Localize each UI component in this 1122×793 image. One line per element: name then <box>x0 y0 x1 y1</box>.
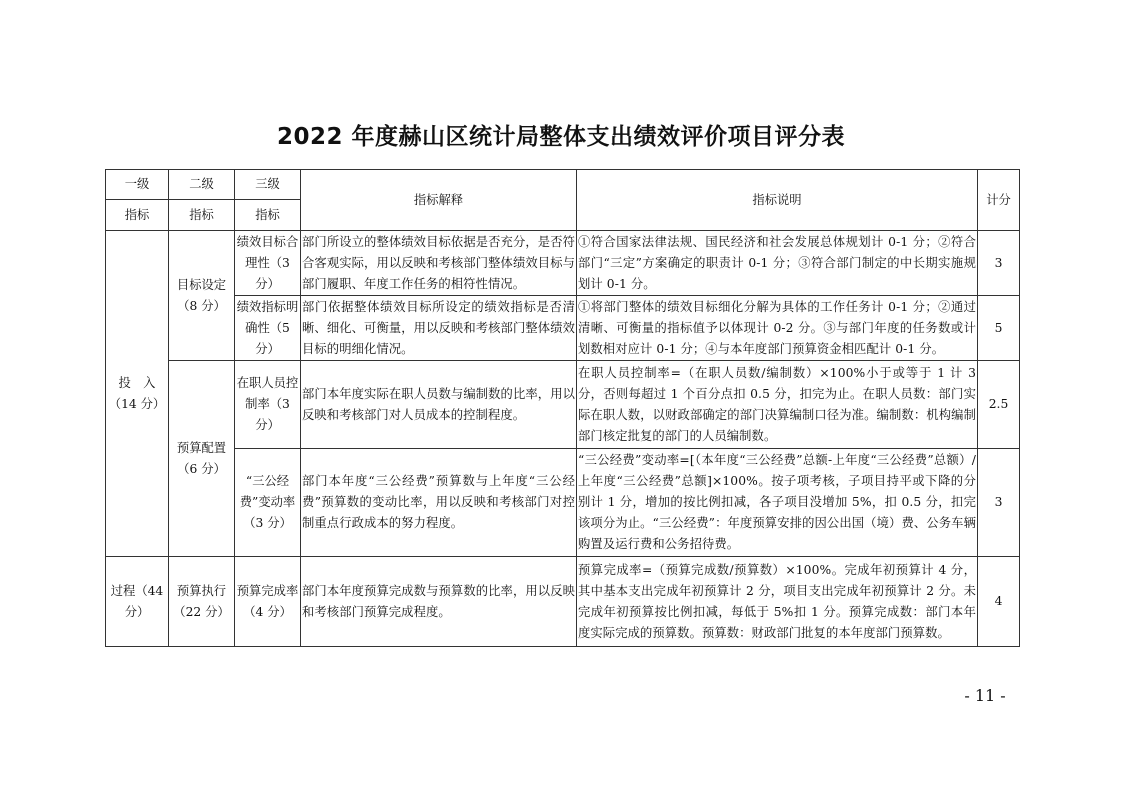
indicator-cell: 在职人员控制率（3 分） <box>235 361 301 449</box>
group-budget-execution: 预算执行（22 分） <box>169 557 235 647</box>
explanation-cell: 部门所设立的整体绩效目标依据是否充分，是否符合客观实际，用以反映和考核部门整体绩效目标与部门履职、年度工作任务的相符性情况。 <box>301 231 577 296</box>
description-cell: “三公经费”变动率=[（本年度“三公经费”总额-上年度“三公经费”总额）/上年度“三公经费”总额]×100%。按子项考核，子项目持平或下降的分别计 1 分，增加的按比例扣减，各子项目没增加 5%，扣 0.5 分，扣完该项分为止。“三公经费”：年度预算安排的因公出国（境）费、公务车辆购置及运行费和公务招待费。 <box>577 449 978 557</box>
table-row <box>106 361 1020 449</box>
table-row <box>106 449 1020 557</box>
header-description: 指标说明 <box>577 170 978 231</box>
description-cell: ①将部门整体的绩效目标细化分解为具体的工作任务计 0-1 分；②通过清晰、可衡量的指标值予以体现计 0-2 分。③与部门年度的任务数或计划数相对应计 0-1 分；④与本年度部门预算资金相匹配计 0-1 分。 <box>577 296 978 361</box>
header-score: 计分 <box>978 170 1020 231</box>
score-cell: 5 <box>978 296 1020 361</box>
table-row <box>106 557 1020 647</box>
indicator-cell: 预算完成率（4 分） <box>235 557 301 647</box>
header-level2-bottom: 指标 <box>169 200 235 231</box>
score-cell: 3 <box>978 449 1020 557</box>
page-number: - 11 - <box>964 686 1006 705</box>
page-title: 2022 年度赫山区统计局整体支出绩效评价项目评分表 <box>276 124 846 150</box>
header-level3-bottom: 指标 <box>235 200 301 231</box>
explanation-cell: 部门本年度实际在职人员数与编制数的比率，用以反映和考核部门对人员成本的控制程度。 <box>301 361 577 449</box>
description-cell: 在职人员控制率=（在职人员数/编制数）×100%小于或等于 1 计 3 分，否则每超过 1 个百分点扣 0.5 分，扣完为止。在职人员数：部门实际在职人数，以财政部确定的部门决算编制口径为准。编制数：机构编制部门核定批复的部门的人员编制数。 <box>577 361 978 449</box>
header-level2-top: 二级 <box>169 170 235 200</box>
score-cell: 4 <box>978 557 1020 647</box>
explanation-cell: 部门本年度“三公经费”预算数与上年度“三公经费”预算数的变动比率，用以反映和考核部门对控制重点行政成本的努力程度。 <box>301 449 577 557</box>
table-row <box>106 231 1020 296</box>
indicator-cell: 绩效指标明确性（5 分） <box>235 296 301 361</box>
indicator-cell: “三公经费”变动率（3 分） <box>235 449 301 557</box>
score-cell: 2.5 <box>978 361 1020 449</box>
indicator-cell: 绩效目标合理性（3 分） <box>235 231 301 296</box>
header-row <box>106 170 1020 200</box>
header-level3-top: 三级 <box>235 170 301 200</box>
explanation-cell: 部门本年度预算完成数与预算数的比率，用以反映和考核部门预算完成程度。 <box>301 557 577 647</box>
group-budget-allocation: 预算配置（6 分） <box>169 361 235 557</box>
header-level1-top: 一级 <box>106 170 169 200</box>
group-input: 投 入（14 分） <box>106 231 169 557</box>
table-row <box>106 296 1020 361</box>
score-cell: 3 <box>978 231 1020 296</box>
header-explanation: 指标解释 <box>301 170 577 231</box>
description-cell: ①符合国家法律法规、国民经济和社会发展总体规划计 0-1 分；②符合部门“三定”方案确定的职责计 0-1 分；③符合部门制定的中长期实施规划计 0-1 分。 <box>577 231 978 296</box>
score-table <box>105 169 1020 647</box>
description-cell: 预算完成率=（预算完成数/预算数）×100%。完成年初预算计 4 分，其中基本支出完成年初预算计 2 分，项目支出完成年初预算计 2 分。未完成年初预算按比例扣减，每低于 5%扣 1 分。预算完成数：部门本年度实际完成的预算数。预算数：财政部门批复的本年度部门预算数。 <box>577 557 978 647</box>
header-level1-bottom: 指标 <box>106 200 169 231</box>
group-target-setting: 目标设定（8 分） <box>169 231 235 361</box>
explanation-cell: 部门依据整体绩效目标所设定的绩效指标是否清晰、细化、可衡量，用以反映和考核部门整体绩效目标的明细化情况。 <box>301 296 577 361</box>
group-process: 过程（44 分） <box>106 557 169 647</box>
